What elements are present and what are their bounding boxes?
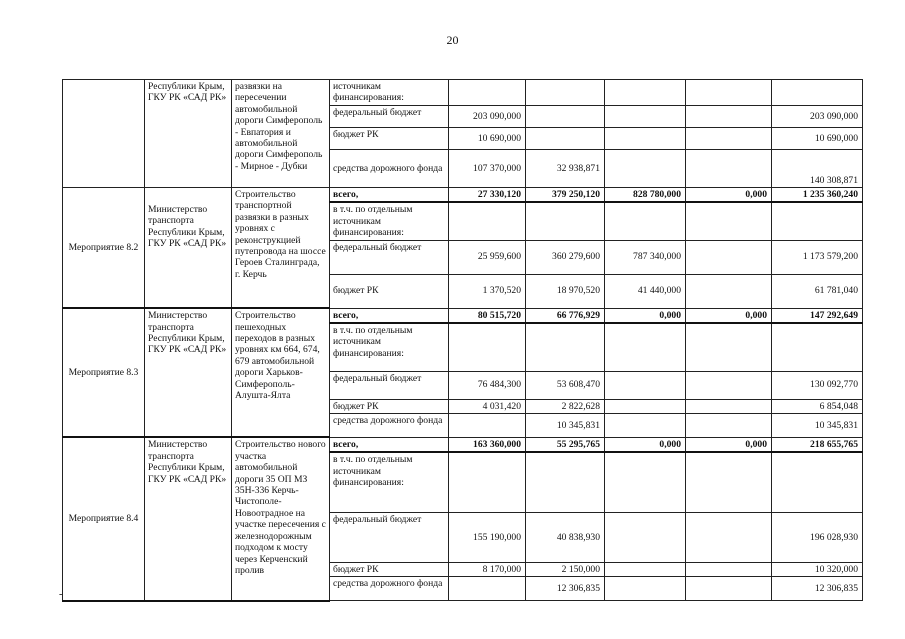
value-cell xyxy=(605,128,686,150)
value-cell: 0,000 xyxy=(605,437,686,452)
executor-cell: Министерство транспорта Республики Крым, ГКУ РК «САД РК» xyxy=(145,437,232,600)
source-label: бюджет РК xyxy=(330,128,449,150)
source-label: всего, xyxy=(330,188,449,203)
value-cell xyxy=(605,562,686,576)
source-label: бюджет РК xyxy=(330,562,449,576)
measure-label: Мероприятие 8.2 xyxy=(63,188,145,309)
value-cell xyxy=(686,150,772,188)
value-cell: 196 028,930 xyxy=(772,512,863,562)
value-cell: 27 330,120 xyxy=(449,188,526,203)
value-cell: 140 308,871 xyxy=(772,150,863,188)
value-cell: 203 090,000 xyxy=(772,106,863,128)
value-cell: 379 250,120 xyxy=(526,188,605,203)
value-cell xyxy=(686,399,772,413)
value-cell: 1 235 360,240 xyxy=(772,188,863,203)
table-row xyxy=(63,308,863,323)
source-label: в т.ч. по отдельным источникам финансирования: xyxy=(330,202,449,240)
measure-label: Мероприятие 8.3 xyxy=(63,308,145,437)
value-cell xyxy=(605,106,686,128)
value-cell xyxy=(605,512,686,562)
source-label: бюджет РК xyxy=(330,399,449,413)
value-cell xyxy=(686,413,772,437)
source-label: источникам финансирования: xyxy=(330,80,449,106)
value-cell: 203 090,000 xyxy=(449,106,526,128)
margin-mark: - xyxy=(59,589,63,600)
measure-label-empty xyxy=(63,80,145,188)
value-cell xyxy=(686,128,772,150)
value-cell: 828 780,000 xyxy=(605,188,686,203)
value-cell: 6 854,048 xyxy=(772,399,863,413)
source-label: всего, xyxy=(330,308,449,323)
value-cell xyxy=(686,371,772,399)
value-cell: 10 690,000 xyxy=(449,128,526,150)
value-cell: 25 959,600 xyxy=(449,240,526,274)
value-cell: 2 822,628 xyxy=(526,399,605,413)
source-label: в т.ч. по отдельным источникам финансирования: xyxy=(330,452,449,512)
value-cell: 0,000 xyxy=(605,308,686,323)
value-cell: 10 690,000 xyxy=(772,128,863,150)
value-cell: 10 345,831 xyxy=(772,413,863,437)
value-cell xyxy=(686,274,772,308)
value-cell: 147 292,649 xyxy=(772,308,863,323)
table-row xyxy=(63,80,863,106)
value-cell: 12 306,835 xyxy=(526,577,605,601)
executor-cell: Министерство транспорта Республики Крым, ГКУ РК «САД РК» xyxy=(145,308,232,437)
value-cell: 1 173 579,200 xyxy=(772,240,863,274)
value-cell: 0,000 xyxy=(686,308,772,323)
value-cell xyxy=(686,106,772,128)
value-cell: 53 608,470 xyxy=(526,371,605,399)
value-cell: 4 031,420 xyxy=(449,399,526,413)
table-row xyxy=(63,437,863,452)
source-label: федеральный бюджет xyxy=(330,371,449,399)
table-row xyxy=(63,188,863,203)
value-cell: 55 295,765 xyxy=(526,437,605,452)
value-cell xyxy=(686,512,772,562)
source-label: средства дорожного фонда xyxy=(330,577,449,601)
value-cell xyxy=(449,577,526,601)
value-cell: 2 150,000 xyxy=(526,562,605,576)
value-cell: 0,000 xyxy=(686,437,772,452)
value-cell: 61 781,040 xyxy=(772,274,863,308)
description-cell: развязки на пересечении автомобильной дороги Симферополь - Евпатория и автомобильной дороги Симферополь - Мирное - Дубки xyxy=(232,80,330,188)
value-cell: 0,000 xyxy=(686,188,772,203)
value-cell: 8 170,000 xyxy=(449,562,526,576)
value-cell: 80 515,720 xyxy=(449,308,526,323)
source-label: федеральный бюджет xyxy=(330,106,449,128)
source-label: федеральный бюджет xyxy=(330,512,449,562)
value-cell xyxy=(686,562,772,576)
page-number: 20 xyxy=(446,33,459,47)
value-cell xyxy=(605,371,686,399)
measure-label: Мероприятие 8.4 xyxy=(63,437,145,600)
description-cell: Строительство пешеходных переходов в разных уровнях км 664, 674, 679 автомобильной дороги Харьков-Симферополь-Алушта-Ялта xyxy=(232,308,330,437)
executor-cell: Республики Крым, ГКУ РК «САД РК» xyxy=(145,80,232,188)
value-cell xyxy=(526,128,605,150)
value-cell xyxy=(686,577,772,601)
value-cell: 155 190,000 xyxy=(449,512,526,562)
value-cell xyxy=(686,240,772,274)
value-cell: 66 776,929 xyxy=(526,308,605,323)
source-label: федеральный бюджет xyxy=(330,240,449,274)
value-cell: 76 484,300 xyxy=(449,371,526,399)
funding-table xyxy=(62,79,863,602)
value-cell: 130 092,770 xyxy=(772,371,863,399)
source-label: всего, xyxy=(330,437,449,452)
value-cell: 40 838,930 xyxy=(526,512,605,562)
value-cell: 787 340,000 xyxy=(605,240,686,274)
value-cell: 1 370,520 xyxy=(449,274,526,308)
value-cell: 10 320,000 xyxy=(772,562,863,576)
value-cell: 218 655,765 xyxy=(772,437,863,452)
description-cell: Строительство нового участка автомобильной дороги 35 ОП МЗ 35Н-336 Керчь-Чистополе-Новоотрадное на участке пересечения с железнодорожным подходом к мосту через Керченский пролив xyxy=(232,437,330,600)
source-label: средства дорожного фонда xyxy=(330,150,449,188)
source-label: бюджет РК xyxy=(330,274,449,308)
value-cell xyxy=(605,577,686,601)
value-cell: 360 279,600 xyxy=(526,240,605,274)
value-cell: 12 306,835 xyxy=(772,577,863,601)
source-label: средства дорожного фонда xyxy=(330,413,449,437)
value-cell: 18 970,520 xyxy=(526,274,605,308)
value-cell: 10 345,831 xyxy=(526,413,605,437)
value-cell xyxy=(526,106,605,128)
value-cell xyxy=(605,413,686,437)
value-cell xyxy=(449,413,526,437)
value-cell xyxy=(605,150,686,188)
value-cell: 41 440,000 xyxy=(605,274,686,308)
value-cell: 32 938,871 xyxy=(526,150,605,188)
executor-cell: Министерство транспорта Республики Крым, ГКУ РК «САД РК» xyxy=(145,188,232,309)
value-cell: 107 370,000 xyxy=(449,150,526,188)
value-cell: 163 360,000 xyxy=(449,437,526,452)
value-cell xyxy=(605,399,686,413)
source-label: в т.ч. по отдельным источникам финансирования: xyxy=(330,323,449,371)
description-cell: Строительство транспортной развязки в разных уровнях с реконструкцией путепровода на шоссе Героев Сталинграда, г. Керчь xyxy=(232,188,330,309)
